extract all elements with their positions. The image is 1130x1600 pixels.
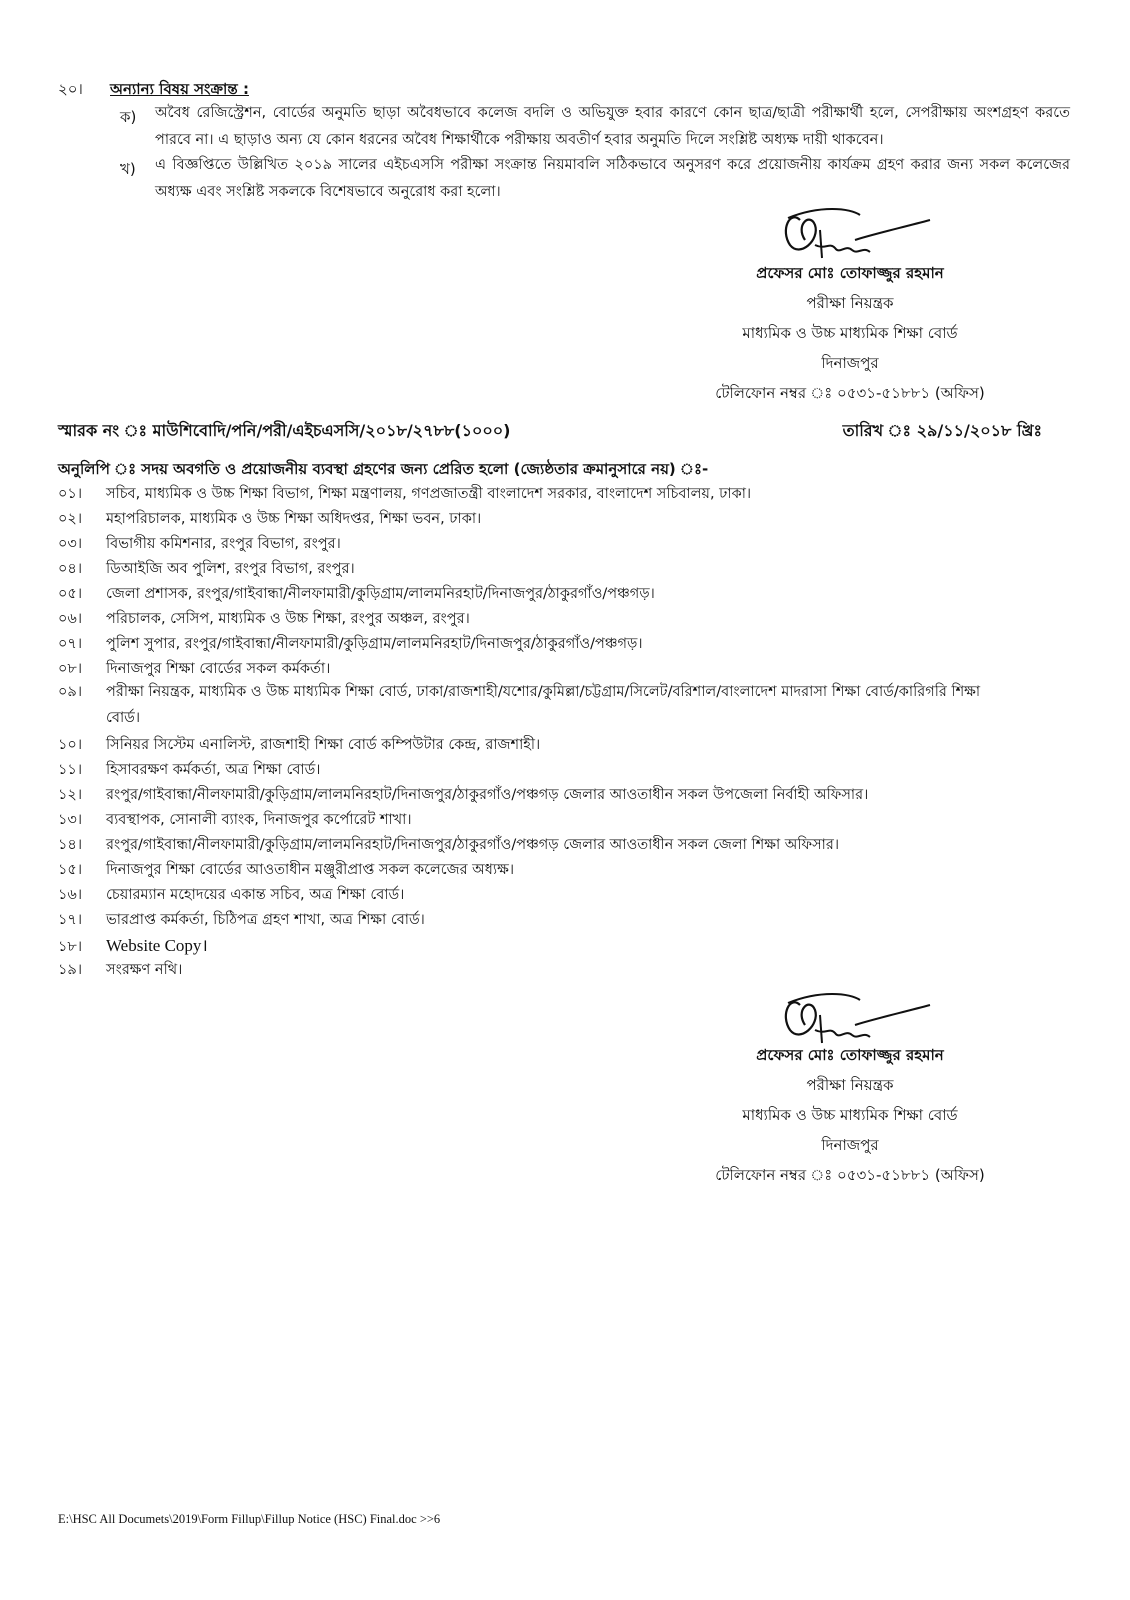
list-item-number: ০১। [58, 486, 83, 502]
list-item-text: পুলিশ সুপার, রংপুর/গাইবান্ধা/নীলফামারী/কুড়িগ্রাম/লালমনিরহাট/দিনাজপুর/ঠাকুরগাঁও/পঞ্চগড়। [106, 636, 643, 652]
list-item [58, 734, 540, 758]
item-text-ka: অবৈধ রেজিস্ট্রেশন, বোর্ডের অনুমতি ছাড়া অবৈধভাবে কলেজ বদলি ও অভিযুক্ত হবার কারণে কোন ছাত্র/ছাত্রী পরীক্ষার্থী হলে, সেপরীক্ষায় অংশগ্রহণ করতে পারবে না। এ ছাড়াও অন্য যে কোন ধরনের অবৈধ শিক্ষার্থীকে পরীক্ষায় অবতীর্ণ হবার অনুমতি দিলে সংশ্লিষ্ট অধ্যক্ষ দায়ী থাকবেন। [155, 105, 1070, 148]
list-item-number: ০৯। [58, 684, 83, 700]
list-item-number: ০৪। [58, 561, 83, 577]
list-item-text: ডিআইজি অব পুলিশ, রংপুর বিভাগ, রংপুর। [106, 561, 355, 577]
list-item-text: Website Copy। [106, 936, 208, 955]
list-item [58, 508, 481, 532]
list-item-number: ০৩। [58, 536, 83, 552]
copy-to-intro: অনুলিপি ঃ সদয় অবগতি ও প্রয়োজনীয় ব্যবস্থা গ্রহণের জন্য প্রেরিত হলো (জ্যেষ্ঠতার ক্রমানুসারে নয়) ঃ- [58, 460, 709, 478]
list-item-text: রংপুর/গাইবান্ধা/নীলফামারী/কুড়িগ্রাম/লালমনিরহাট/দিনাজপুর/ঠাকুরগাঁও/পঞ্চগড় জেলার আওতাধীন সকল উপজেলা নির্বাহী অফিসার। [106, 787, 869, 803]
signatory-city: দিনাজপুর [821, 354, 879, 372]
list-item-text: রংপুর/গাইবান্ধা/নীলফামারী/কুড়িগ্রাম/লালমনিরহাট/দিনাজপুর/ঠাকুরগাঁও/পঞ্চগড় জেলার আওতাধীন সকল জেলা শিক্ষা অফিসার। [106, 837, 840, 853]
item-label-kha: খ) [120, 160, 136, 178]
list-item-text: ব্যবস্থাপক, সোনালী ব্যাংক, দিনাজপুর কর্পোরেট শাখা। [106, 812, 412, 828]
item-label-ka: ক) [120, 108, 137, 126]
signatory-name: প্রফেসর মোঃ তোফাজ্জুর রহমান [756, 264, 944, 282]
list-item-number: ১৬। [58, 887, 83, 903]
list-item [58, 608, 470, 632]
footer-file-path: E:\HSC All Documets\2019\Form Fillup\Fillup Notice (HSC) Final.doc >>6 [58, 1512, 441, 1526]
list-item [58, 784, 868, 808]
list-item-text: সংরক্ষণ নথি। [106, 962, 183, 978]
signatory-phone: টেলিফোন নম্বর ঃ ০৫৩১-৫১৮৮১ (অফিস) [715, 384, 985, 402]
list-item [58, 884, 404, 908]
section-heading: অন্যান্য বিষয় সংক্রান্ত : [110, 80, 249, 98]
list-item [58, 933, 208, 960]
list-item-text: চেয়ারম্যান মহোদয়ের একান্ত সচিব, অত্র শিক্ষা বোর্ড। [106, 887, 405, 903]
list-item [58, 809, 412, 833]
list-item [58, 959, 182, 983]
list-item-number: ০৭। [58, 636, 83, 652]
list-item [58, 483, 751, 507]
item-text-kha: এ বিজ্ঞপ্তিতে উল্লিখিত ২০১৯ সালের এইচএসসি পরীক্ষা সংক্রান্ত নিয়মাবলি সঠিকভাবে অনুসরণ করে প্রয়োজনীয় কার্যক্রম গ্রহণ করার জন্য সকল কলেজের অধ্যক্ষ এবং সংশ্লিষ্ট সকলকে বিশেষভাবে অনুরোধ করা হলো। [155, 157, 1070, 200]
list-item-number: ১৮। [58, 939, 83, 955]
memo-date: তারিখ ঃ ২৯/১১/২০১৮ খ্রিঃ [842, 421, 1042, 440]
list-item [58, 909, 425, 933]
list-item-text: জেলা প্রশাসক, রংপুর/গাইবান্ধা/নীলফামারী/কুড়িগ্রাম/লালমনিরহাট/দিনাজপুর/ঠাকুরগাঁও/পঞ্চগড়। [106, 586, 655, 602]
list-item-number: ১২। [58, 787, 83, 803]
signatory-organization: মাধ্যমিক ও উচ্চ মাধ্যমিক শিক্ষা বোর্ড [742, 1106, 958, 1124]
list-item-text: হিসাবরক্ষণ কর্মকর্তা, অত্র শিক্ষা বোর্ড। [106, 762, 321, 778]
list-item-number: ১১। [58, 762, 83, 778]
list-item [58, 633, 643, 657]
list-item-number: ১৫। [58, 862, 83, 878]
list-item-text: ভারপ্রাপ্ত কর্মকর্তা, চিঠিপত্র গ্রহণ শাখা, অত্র শিক্ষা বোর্ড। [106, 912, 425, 928]
list-item-number: ১৪। [58, 837, 83, 853]
list-item-text: দিনাজপুর শিক্ষা বোর্ডের সকল কর্মকর্তা। [106, 661, 331, 677]
list-item [58, 558, 355, 582]
list-item-number: ০২। [58, 511, 83, 527]
list-item-text: পরীক্ষা নিয়ন্ত্রক, মাধ্যমিক ও উচ্চ মাধ্যমিক শিক্ষা বোর্ড, ঢাকা/রাজশাহী/যশোর/কুমিল্লা/চট্টগ্রাম/সিলেট/বরিশাল/বাংলাদেশ মাদরাসা শিক্ষা বোর্ড/কারিগরি শিক্ষা বোর্ড। [106, 684, 981, 726]
list-item [58, 583, 655, 607]
signatory-name: প্রফেসর মোঃ তোফাজ্জুর রহমান [756, 1046, 944, 1064]
list-item-text: মহাপরিচালক, মাধ্যমিক ও উচ্চ শিক্ষা অধিদপ্তর, শিক্ষা ভবন, ঢাকা। [106, 511, 482, 527]
memo-reference: স্মারক নং ঃ মাউশিবোদি/পনি/পরী/এইচএসসি/২০১৮/২৭৮৮(১০০০) [58, 421, 511, 440]
list-item-number: ০৬। [58, 611, 83, 627]
signatory-designation: পরীক্ষা নিয়ন্ত্রক [806, 1076, 894, 1094]
list-item [58, 533, 341, 557]
list-item [58, 759, 321, 783]
list-item-text: দিনাজপুর শিক্ষা বোর্ডের আওতাধীন মঞ্জুরীপ্রাপ্ত সকল কলেজের অধ্যক্ষ। [106, 862, 514, 878]
section-number: ২০। [58, 80, 83, 98]
list-item-text: সচিব, মাধ্যমিক ও উচ্চ শিক্ষা বিভাগ, শিক্ষা মন্ত্রণালয়, গণপ্রজাতন্ত্রী বাংলাদেশ সরকার, বাংলাদেশ সচিবালয়, ঢাকা। [106, 486, 752, 502]
list-item-text: বিভাগীয় কমিশনার, রংপুর বিভাগ, রংপুর। [106, 536, 341, 552]
list-item-text: পরিচালক, সেসিপ, মাধ্যমিক ও উচ্চ শিক্ষা, রংপুর অঞ্চল, রংপুর। [106, 611, 470, 627]
signature-block-top [700, 258, 1000, 408]
list-item-number: ১০। [58, 737, 83, 753]
list-item-text: সিনিয়র সিস্টেম এনালিস্ট, রাজশাহী শিক্ষা বোর্ড কম্পিউটার কেন্দ্র, রাজশাহী। [106, 737, 541, 753]
signatory-phone: টেলিফোন নম্বর ঃ ০৫৩১-৫১৮৮১ (অফিস) [715, 1166, 985, 1184]
list-item-number: ১৩। [58, 812, 83, 828]
list-item-number: ০৫। [58, 586, 83, 602]
signatory-designation: পরীক্ষা নিয়ন্ত্রক [806, 294, 894, 312]
list-item-number: ০৮। [58, 661, 83, 677]
list-item [58, 834, 839, 858]
list-item-number: ১৭। [58, 912, 83, 928]
signature-block-bottom [700, 1040, 1000, 1190]
signatory-organization: মাধ্যমিক ও উচ্চ মাধ্যমিক শিক্ষা বোর্ড [742, 324, 958, 342]
list-item [58, 679, 1018, 731]
list-item-number: ১৯। [58, 962, 83, 978]
signatory-city: দিনাজপুর [821, 1136, 879, 1154]
list-item [58, 859, 514, 883]
